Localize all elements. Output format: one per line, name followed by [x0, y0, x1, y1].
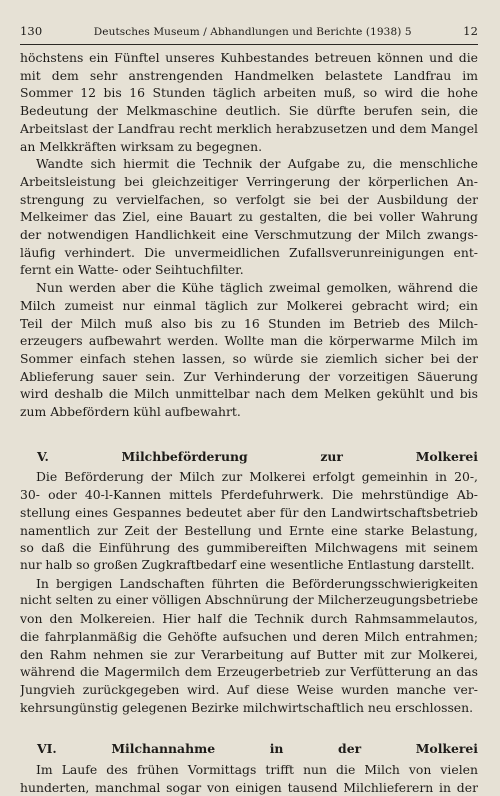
- text-line: Teil der Milch muß also bis zu 16 Stunden im Betrieb des Milch-: [20, 315, 478, 331]
- text-line: stellung eines Gespannes bedeutet aber für den Landwirtschaftsbetrieb: [20, 504, 478, 520]
- text-line: höchstens ein Fünftel unseres Kuhbestandes betreuen können und die: [20, 50, 478, 65]
- header-rule: [20, 44, 478, 45]
- text-line: Nun werden aber die Kühe täglich zweimal gemolken, während die: [36, 280, 478, 296]
- page-header: [20, 24, 478, 38]
- text-line: wird deshalb die Milch unmittelbar nach dem Melken gekühlt und bis: [20, 386, 478, 402]
- text-line: der notwendigen Handlichkeit eine Verschmutzung der Milch zwangs-: [20, 227, 478, 243]
- text-line: nur halb so großen Zugkraftbedarf eine wesentliche Entlastung darstellt.: [20, 557, 475, 572]
- section-heading: VI. Milchannahme in der Molkerei: [37, 741, 478, 757]
- text-line: In bergigen Landschaften führten die Beförderungsschwierigkeiten: [36, 575, 478, 591]
- section-spacer: [20, 716, 478, 740]
- text-line: kehrsungünstig gelegenen Bezirke milchwirtschaftlich neu erschlossen.: [20, 699, 474, 715]
- text-line: die fahrplanmäßig die Gehöfte aufsuchen und deren Milch entrahmen;: [20, 628, 478, 644]
- text-line: erzeugers aufbewahrt werden. Wollte man die körperwarme Milch im: [20, 333, 478, 349]
- text-line: Sommer einfach stehen lassen, so würde sie ziemlich sicher bei der: [20, 350, 478, 366]
- running-title: Deutsches Museum / Abhandlungen und Berichte (1938) 5: [93, 26, 412, 38]
- text-line: Melkeimer das Ziel, eine Bauart zu gestalten, die bei voller Wahrung: [20, 209, 478, 225]
- text-line: Im Laufe des frühen Vormittags trifft nun die Milch von vielen: [36, 762, 478, 778]
- issue-number: 12: [463, 24, 478, 38]
- section-spacer: [20, 421, 478, 448]
- text-line: Milch zumeist nur einmal täglich zur Molkerei gebracht wird; ein: [20, 297, 478, 313]
- page-number: 130: [20, 24, 43, 38]
- text-line: Bedeutung der Melkmaschine deutlich. Sie dürfte berufen sein, die: [20, 103, 478, 119]
- text-line: den Rahm nehmen sie zur Verarbeitung auf Butter mit zur Molkerei,: [20, 646, 478, 662]
- text-line: hunderten, manchmal sogar von einigen tausend Milchlieferern in der: [20, 779, 478, 795]
- text-line: so daß die Einführung des gummibereiften Milchwagens mit seinem: [20, 540, 478, 556]
- text-line: Jungvieh zurückgegeben wird. Auf diese Weise wurden manche ver-: [20, 681, 478, 697]
- text-line: namentlich zur Zeit der Bestellung und Ernte eine starke Belastung,: [20, 522, 478, 538]
- text-line: mit dem sehr anstrengenden Handmelken belastete Landfrau im: [20, 67, 478, 83]
- text-line: während die Magermilch dem Erzeugerbetrieb zur Verfütterung an das: [20, 664, 478, 680]
- text-line: strengung zu vervielfachen, so verfolgt sie bei der Ausbildung der: [20, 191, 478, 207]
- text-line: 30- oder 40-l-Kannen mittels Pferdefuhrwerk. Die mehrstündige Ab-: [20, 487, 478, 503]
- text-line: nicht selten zu einer völligen Abschnürung der Milcherzeugungsbetriebe: [20, 593, 478, 608]
- text-line: von den Molkereien. Hier half die Technik durch Rahmsammelautos,: [20, 611, 478, 627]
- text-line: zum Abbefördern kühl aufbewahrt.: [20, 404, 241, 420]
- text-line: läufig verhindert. Die unvermeidlichen Zufallsverunreinigungen ent-: [20, 244, 478, 260]
- text-line: Wandte sich hiermit die Technik der Aufgabe zu, die menschliche: [36, 156, 478, 172]
- text-line: fernt ein Watte- oder Seihtuchfilter.: [20, 262, 244, 278]
- text-line: Arbeitsleistung bei gleichzeitiger Verringerung der körperlichen An-: [20, 173, 478, 189]
- section-heading: V. Milchbeförderung zur Molkerei: [37, 448, 478, 464]
- page-body: [20, 49, 478, 796]
- text-line: Arbeitslast der Landfrau recht merklich herabzusetzen und dem Mangel: [20, 120, 478, 136]
- text-line: Die Beförderung der Milch zur Molkerei erfolgt gemeinhin in 20-,: [36, 469, 478, 485]
- text-line: Sommer 12 bis 16 Stunden täglich arbeiten muß, so wird die hohe: [20, 85, 478, 101]
- text-line: an Melkkräften wirksam zu begegnen.: [20, 138, 263, 154]
- text-line: Ablieferung sauer sein. Zur Verhinderung der vorzeitigen Säuerung: [20, 368, 478, 384]
